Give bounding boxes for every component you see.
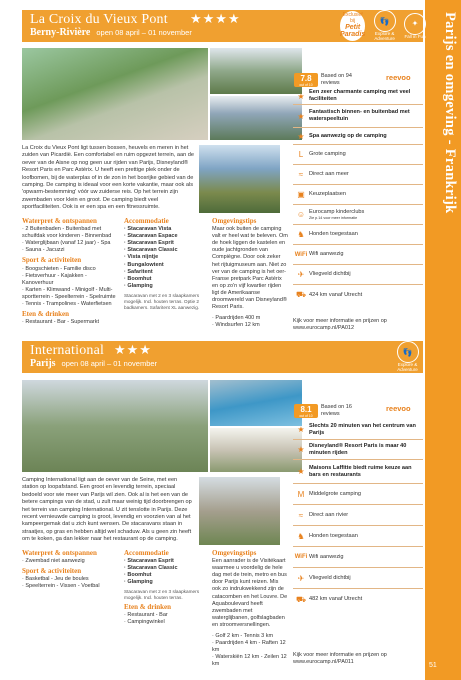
star-icon: ★ [297, 425, 305, 434]
camp1-waterpret-text-2: Sauna - Jacuzzi [25, 247, 65, 254]
pitch-icon: ▣ [297, 190, 305, 199]
size-medium-icon: M [297, 489, 305, 499]
camp1-rating-box [294, 73, 318, 87]
camp2-more-info: Kijk voor meer informatie en prijzen op www.eurocamp.nl/PA011 [293, 652, 387, 665]
camp2-eten-text-1: Campingwinkel [127, 619, 165, 626]
camp1-quote-0 [293, 88, 423, 105]
camp2-feature-text-0: Middelgrote camping [309, 490, 361, 497]
camp1-accom-text-3: Stacaravan Classic [127, 247, 178, 254]
camp2-features [293, 420, 423, 610]
camp2-sport-text-1: Speelterrein - Vissen - Voetbal [25, 583, 100, 590]
camp1-period: open 08 april – 01 november [96, 28, 192, 37]
wifi-icon: WiFi [294, 251, 308, 258]
camp1-accom-0: · Stacaravan Vista [124, 226, 172, 233]
camp2-reevoo-logo: reevoo [386, 404, 411, 413]
camp2-distance-text-0: Golf 2 km - Tennis 3 km [215, 633, 274, 640]
explore-badge [392, 341, 423, 373]
camp1-photo-garden [210, 48, 302, 94]
camp2-quote-text-0: Slechts 20 minuten van het centrum van Parijs [309, 422, 416, 436]
camp1-kidsclub-note: Zie p.14 voor meer informatie [309, 215, 358, 220]
camp1-distance-text-1: Windsurfen 12 km [215, 322, 260, 329]
camp1-accom-heading: Accommodatie [124, 217, 169, 225]
camp1-waterpret-1: · Waterglijbaan (vanaf 12 jaar) - Spa [22, 240, 111, 247]
camp1-accom-1: · Stacaravan Espace [124, 233, 178, 240]
kids-club-icon: ☺ [296, 210, 306, 219]
camp1-accom-text-5: Bungalowtent [127, 261, 164, 268]
camp2-location-line [30, 358, 157, 369]
camp2-eten-text-0: Restaurant - Bar [127, 612, 168, 619]
camp1-column-accom [124, 218, 206, 310]
camp2-accom-3: · Glamping [124, 579, 153, 586]
camp1-eten-heading: Eten & drinken [22, 310, 70, 319]
airplane-icon: ✈ [297, 573, 305, 583]
camp2-accom-text-0: Stacaravan Esprit [127, 558, 174, 565]
camp1-rating-value: 7.8 [300, 74, 312, 83]
camp1-badges [340, 10, 426, 42]
camp1-column-tips [212, 218, 288, 329]
camp2-distance-1: · Paardrijden 4 km - Raften 12 km [212, 640, 286, 654]
camp2-rating-value: 8.1 [300, 405, 312, 414]
camp1-accom-text-4: Vista nijntje [127, 254, 159, 261]
camp1-feature-text-1: Direct aan meer [309, 171, 349, 178]
camp2-tips-text: Een aanrader is de Visitékaart waarmee u voordelig de hele dag met de trein, metro en bus door Parijs kunt reizen. Mis ook zo indrukwekkend zijn de catacomben en het Louvre. De Aquaboulevard heeft zwembaden met waterglijbanen, golfslagbaden en stroomversnellingen. [212, 558, 288, 628]
camp1-sport-text-0: Boogschieten - Familie disco [25, 265, 96, 272]
camp1-feature-text-6: Vliegveld dichtbij [309, 271, 351, 278]
camp2-feature-3 [293, 547, 423, 568]
camp2-distance-2: · Waterskiën 12 km - Zeilen 12 km [212, 654, 287, 668]
camp1-location: Berny-Rivière [30, 27, 91, 38]
camp1-description: La Croix du Vieux Pont ligt tussen bossen, heuvels en meren in het zuiden van Picardië. Een comfortabel en ruim opgezet terrein, aan de oever van de Aisne op nog geen uur rijden van Parijs, Disneyland® Resort Paris en Parc Astérix. U heeft een prettige plek onder de loofbomen, bij de waterplas of in de zon in het bosrijke gebied van de camping. De camping is ideaal voor een korte vakantie, maar ook als 'opwarm-bestemming' vóór uw zuiderse reis. Op het terrein zijn zwembaden voor klein en groot. De camping biedt veel sportfaciliteiten. Ook is er een spa en een fitnessruimte. [22, 145, 194, 211]
camp2-feature-text-2: Honden toegestaan [309, 532, 358, 539]
camp2-accom-text-1: Stacaravan Classic [127, 565, 178, 572]
camp1-feature-text-4: Honden toegestaan [309, 231, 358, 238]
camp1-accom-3: · Stacaravan Classic [124, 247, 178, 254]
petit-paradis-line1: Exclusief bij [342, 12, 363, 24]
camp2-badges [392, 341, 423, 373]
camp1-feature-2 [293, 185, 423, 205]
camp2-waterpret-heading: Waterpret & ontspannen [22, 549, 97, 557]
camp1-accom-text-2: Stacaravan Esprit [127, 240, 174, 247]
camp2-photo-grounds [22, 380, 208, 472]
camp1-waterpret-0: · 2 Buitenbaden - Buitenbad met schuifdak voor kinderen - Binnenbad [22, 226, 112, 240]
camp2-photo-pool [210, 380, 302, 426]
camp1-feature-text-5: Wifi aanwezig [309, 251, 344, 258]
camp1-accom-8: · Glamping [124, 282, 153, 289]
camp1-accom-text-8: Glamping [127, 282, 153, 289]
camp1-more-info: Kijk voor meer informatie en prijzen op www.eurocamp.nl/PA012 [293, 318, 387, 331]
lake-icon: ≈ [298, 170, 304, 179]
explore-label: Explore & Adventure [374, 31, 395, 41]
camp1-sport-3: · Tennis - Trampolines - Waterfietsen [22, 301, 112, 308]
camp1-reevoo-logo: reevoo [386, 73, 411, 82]
camp2-sport-text-0: Basketbal - Jeu de boules [25, 576, 89, 583]
camp1-eten-0: · Restaurant - Bar - Supermarkt [22, 319, 100, 326]
camp1-sport-text-2: Karten - Klimwand - Minigolf - Multi-sportterrein - Speelterrein - Spelruimte [22, 286, 116, 300]
camp1-waterpret-2: · Sauna - Jacuzzi [22, 247, 65, 254]
camp2-photo-boules [199, 477, 280, 545]
airplane-icon: ✈ [297, 270, 305, 279]
camp2-feature-text-3: Wifi aanwezig [309, 553, 344, 560]
camp1-feature-text-3 [309, 209, 364, 220]
camp2-reviews: Based on 16 reviews [321, 404, 352, 417]
camp1-header [22, 10, 426, 42]
star-icon: ★ [297, 445, 305, 454]
camp2-feature-0 [293, 484, 423, 505]
camp2-eten-0: · Restaurant - Bar [124, 612, 168, 619]
camp1-quote-1 [293, 105, 423, 128]
camp2-feature-1 [293, 505, 423, 526]
camp2-location: Parijs [30, 358, 56, 369]
camp2-accom-text-3: Glamping [127, 579, 153, 586]
camp1-feature-1 [293, 165, 423, 185]
camp1-accom-5: · Bungalowtent [124, 261, 164, 268]
camp1-feature-text-2: Keuzeplaatsen [309, 191, 347, 198]
camp1-accom-2: · Stacaravan Esprit [124, 240, 174, 247]
camp1-accom-text-7: Boomhut [127, 275, 152, 282]
dog-icon: ♞ [297, 230, 305, 239]
camp1-distance-1: · Windsurfen 12 km [212, 322, 260, 329]
camp2-accom-0: · Stacaravan Esprit [124, 558, 174, 565]
camp2-description: Camping International ligt aan de oever van de Seine, met een station op loopafstand. Een groot en levendig terrein, speciaal bedoeld voor wie meer van Parijs wil zien. Ook al is het een van de betere campings van de stad, u zult maar weinig tijd doorbrengen op het terrein van camping International. U zit tenslotte in Parijs. Deze recent vernieuwde camping is groot, levendig en voorzien van al het kampeergemak dat u zich kunt wensen. De stacaravans staan in straatjes, op gras en hebben altijd wel schaduw. Als u geen zin heeft om te koken, ga dan lekker naar het restaurant op de camping. [22, 477, 192, 543]
camp2-eten-1: · Campingwinkel [124, 619, 165, 626]
camp2-quote-text-2: Maisons Laffitte biedt ruime keuze aan bars en restaurants [309, 464, 412, 478]
camp2-accom-2: · Boomhut [124, 572, 152, 579]
footprints-icon: 👣 [374, 10, 396, 32]
dog-icon: ♞ [297, 531, 305, 541]
side-title: Parijs en omgeving - Frankrijk [442, 12, 458, 214]
camp2-feature-text-4: Vliegveld dichtbij [309, 574, 351, 581]
camp1-feature-7 [293, 285, 423, 305]
camp1-eten-text-0: Restaurant - Bar - Supermarkt [25, 319, 100, 326]
camp2-photo-caravan [210, 428, 302, 472]
camp1-photo-caravan [210, 96, 302, 140]
camp2-period: open 08 april – 01 november [61, 359, 158, 368]
camp2-quote-0 [293, 420, 423, 440]
camp2-sport-0: · Basketbal - Jeu de boules [22, 576, 89, 583]
car-icon: ⛟ [295, 290, 307, 299]
camp2-rating-sub: out of 10 [299, 414, 313, 418]
camp1-rating-sub: out of 10 [299, 83, 313, 87]
camp2-feature-4 [293, 568, 423, 589]
camp2-distance-text-1: Paardrijden 4 km - Raften 12 km [212, 640, 286, 654]
camp1-feature-text-0: Grote camping [309, 151, 346, 158]
petit-paradis-line3: Paradis [340, 31, 366, 39]
camp1-features [293, 88, 423, 305]
camp1-column-water [22, 218, 119, 326]
camp2-waterpret-0: · Zwembad niet aanwezig [22, 558, 85, 565]
camp1-accom-text-6: Safaritent [127, 268, 153, 275]
camp2-feature-text-5: 482 km vanaf Utrecht [309, 596, 363, 603]
explore-badge [371, 10, 398, 42]
camp1-sport-text-1: Fietsverhuur - Kajakken - Kanoverhuur [22, 272, 87, 286]
camp2-accom-text-2: Boomhut [127, 572, 152, 579]
camp2-accom-heading: Accommodatie [124, 549, 169, 557]
camp1-quote-text-0: Een zeer charmante camping met veel faciliteiten [309, 89, 411, 102]
camp1-feature-0 [293, 145, 423, 165]
fall-in-fun-label: Fall in Fun [404, 33, 426, 39]
camp1-waterpret-text-1: Waterglijbaan (vanaf 12 jaar) - Spa [25, 240, 111, 247]
camp1-accom-text-0: Stacaravan Vista [127, 226, 172, 233]
camp1-kidsclub-label: Eurocamp kinderclubs [309, 209, 365, 216]
fun-icon: ✦ [404, 13, 426, 35]
camp2-sport-heading: Sport & activiteiten [22, 567, 82, 576]
size-large-icon: L [298, 150, 304, 159]
camp2-header [22, 341, 423, 373]
camp1-accom-text-1: Stacaravan Espace [127, 233, 178, 240]
petit-paradis-line2: Petit [345, 23, 361, 31]
camp2-quote-text-1: Disneyland® Resort Paris is maar 40 minuten rijden [309, 442, 407, 456]
camp1-stars: ★★★★ [190, 11, 241, 26]
camp1-photo-pool [22, 48, 208, 140]
camp1-tips-heading: Omgevingstips [212, 217, 257, 225]
camp2-feature-5 [293, 589, 423, 610]
camp1-feature-6 [293, 265, 423, 285]
camp2-eten-heading: Eten & drinken [124, 603, 172, 612]
camp1-accom-7: · Boomhut [124, 275, 152, 282]
explore-label: Explore & Adventure [397, 362, 418, 372]
camp2-waterpret-text-0: Zwembad niet aanwezig [25, 558, 85, 565]
wifi-icon: WiFi [294, 554, 308, 560]
camp2-rating-box [294, 404, 318, 418]
camp2-feature-text-1: Direct aan rivier [309, 511, 349, 518]
camp1-accom-4: · Vista nijntje [124, 254, 159, 261]
camp1-accom-6: · Safaritent [124, 268, 153, 275]
camp2-quote-1 [293, 440, 423, 460]
camp1-distance-text-0: Paardrijden 400 m [215, 315, 261, 322]
camp2-sport-1: · Speelterrein - Vissen - Voetbal [22, 583, 100, 590]
camp1-tips-text: Maar ook buiten de camping valt er heel wat te beleven. Om de hoek liggen de kastelen en oude jachtgronden van Compiègne. Door ook zeker het rijtuigmuseum aan. Niet zo ver van de camping is het oer-Franse pretpark Parc Astérix en op zo'n vijf kwartier rijden ligt de Amerikaanse droomwereld van Disneyland® Resort Paris. [212, 226, 288, 311]
camp1-feature-5 [293, 245, 423, 265]
camp1-quote-2 [293, 128, 423, 145]
camp2-accom-note: Stacaravan met 2 en 3 slaapkamers mogelijk. Incl. houten terras. [124, 589, 200, 601]
camp2-stars: ★★★ [114, 342, 152, 357]
camp2-column-tips [212, 550, 288, 669]
camp1-sport-text-3: Tennis - Trampolines - Waterfietsen [25, 301, 112, 308]
petit-paradis-badge [340, 11, 365, 41]
camp1-waterpret-heading: Waterpret & ontspannen [22, 217, 97, 225]
fall-in-fun-badge [404, 13, 426, 40]
camp1-feature-text-7: 424 km vanaf Utrecht [309, 291, 363, 298]
star-icon: ★ [297, 131, 305, 141]
camp1-feature-3 [293, 205, 423, 225]
camp1-reviews: Based on 94 reviews [321, 73, 352, 86]
camp1-name: La Croix du Vieux Pont [30, 12, 168, 27]
star-icon: ★ [297, 91, 305, 101]
car-icon: ⛟ [295, 594, 307, 604]
star-icon: ★ [297, 467, 305, 476]
camp2-accom-1: · Stacaravan Classic [124, 565, 178, 572]
camp2-feature-2 [293, 526, 423, 547]
camp2-quote-2 [293, 460, 423, 484]
camp1-sport-2: · Karten - Klimwand - Minigolf - Multi-sportterrein - Speelterrein - Spelruimte [22, 286, 116, 300]
camp1-feature-4 [293, 225, 423, 245]
camp2-column-water [22, 550, 119, 590]
camp1-photo-lake [199, 145, 280, 213]
camp2-column-accom [124, 550, 206, 626]
star-icon: ★ [297, 111, 305, 121]
camp1-quote-text-2: Spa aanwezig op de camping [309, 132, 387, 139]
camp2-tips-heading: Omgevingstips [212, 549, 257, 557]
camp1-distance-0: · Paardrijden 400 m [212, 315, 261, 322]
camp1-location-line [30, 27, 192, 38]
camp1-accom-note: Stacaravan met 2 en 3 slaapkamers mogelijk. Incl. houten terras. Optie 2 badkamers. Safaritent XL aanwezig. [124, 292, 200, 310]
camp1-quote-text-1: Fantastisch binnen- en buitenbad met waterspeeltuin [309, 109, 410, 122]
camp2-distance-text-2: Waterskiën 12 km - Zeilen 12 km [212, 654, 287, 668]
camp2-distance-0: · Golf 2 km - Tennis 3 km [212, 633, 274, 640]
footprints-icon: 👣 [397, 341, 419, 363]
river-icon: ≈ [298, 510, 304, 520]
camp2-name: International [30, 343, 105, 358]
camp1-sport-0: · Boogschieten - Familie disco [22, 265, 96, 272]
camp1-sport-1: · Fietsverhuur - Kajakken - Kanoverhuur [22, 272, 87, 286]
camp1-sport-heading: Sport & activiteiten [22, 256, 82, 265]
page-number: 51 [429, 662, 437, 669]
camp1-waterpret-text-0: 2 Buitenbaden - Buitenbad met schuifdak voor kinderen - Binnenbad [22, 226, 112, 240]
